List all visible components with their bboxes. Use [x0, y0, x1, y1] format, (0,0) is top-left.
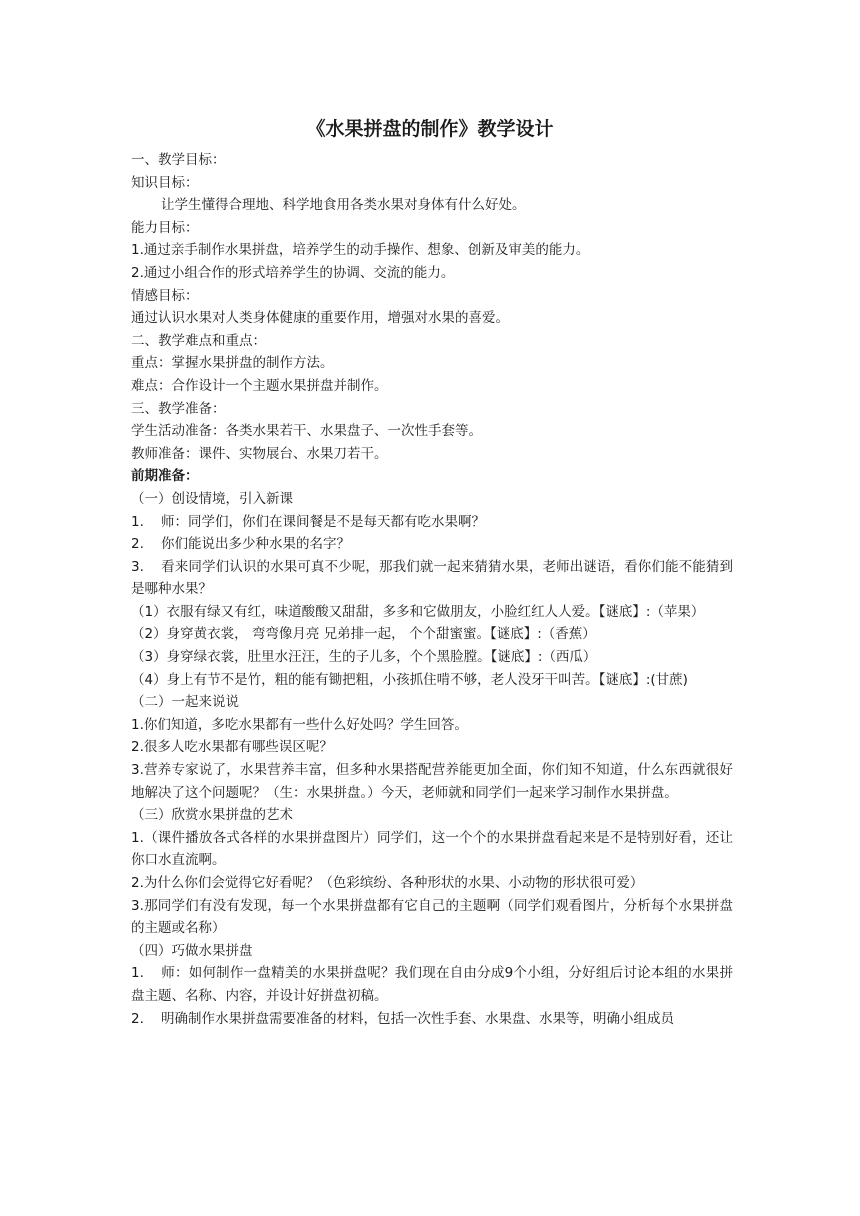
list-text: 看来同学们认识的水果可真不少呢，那我们就一起来猜猜水果，老师出谜语，看你们能不能猜到是哪种水果？ [131, 558, 733, 598]
part-heading-2: （二）一起来说说 [131, 694, 239, 711]
paragraph-discussion-2: 2.很多人吃水果都有哪些误区呢？ [131, 739, 333, 756]
riddle-3: （3）身穿绿衣裳，肚里水汪汪，生的子儿多，个个黑脸膛。【谜底】:（西瓜） [131, 649, 597, 666]
list-item-2 [131, 533, 733, 556]
riddle-2: （2）身穿黄衣裳， 弯弯像月亮 兄弟排一起， 个个甜蜜蜜。【谜底】:（香蕉） [131, 626, 596, 643]
document-body [131, 149, 733, 1030]
paragraph-ability-1: 1.通过亲手制作水果拼盘，培养学生的动手操作、想象、创新及审美的能力。 [131, 242, 590, 259]
section-heading-goals: 一、教学目标： [131, 152, 226, 168]
section-heading-preparation: 三、教学准备： [131, 400, 226, 417]
subheading-ability: 能力目标： [131, 219, 199, 236]
list-number: 1. [131, 513, 144, 530]
riddle-1: （1）衣服有绿又有红，味道酸酸又甜甜，多多和它做朋友，小脸红红人人爱。【谜底】:（苹果） [131, 603, 705, 620]
list-item-1 [131, 511, 733, 534]
list-number: 1. [131, 965, 144, 982]
part-heading-4: （四）巧做水果拼盘 [131, 942, 253, 959]
subheading-knowledge: 知识目标： [131, 174, 199, 191]
part-heading-3: （三）欣赏水果拼盘的艺术 [131, 807, 293, 824]
list-text: 师：如何制作一盘精美的水果拼盘呢？我们现在自由分成9个小组，分好组后讨论本组的水果拼盘主题、名称、内容，并设计好拼盘初稿。 [131, 965, 733, 1004]
paragraph-key-point: 重点：掌握水果拼盘的制作方法。 [131, 355, 334, 372]
list-number: 2. [131, 1010, 144, 1027]
paragraph-ability-2: 2.通过小组合作的形式培养学生的协调、交流的能力。 [131, 264, 455, 281]
paragraph-discussion-1: 1.你们知道，多吃水果都有一些什么好处吗？学生回答。 [131, 716, 468, 733]
list-item-making-2 [131, 1008, 733, 1031]
paragraph-appreciate-1: 1.（课件播放各式各样的水果拼盘图片）同学们，这一个个的水果拼盘看起来是不是特别好看，还让你口水直流啊。 [131, 829, 733, 869]
paragraph-emotion: 通过认识水果对人类身体健康的重要作用，增强对水果的喜爱。 [131, 310, 509, 327]
paragraph-difficulty: 难点：合作设计一个主题水果拼盘并制作。 [131, 377, 388, 394]
paragraph-teacher-prep: 教师准备：课件、实物展台、水果刀若干。 [131, 445, 388, 462]
paragraph-appreciate-2: 2.为什么你们会觉得它好看呢？（色彩缤纷、各种形状的水果、小动物的形状很可爱） [131, 875, 644, 891]
list-text: 明确制作水果拼盘需要准备的材料，包括一次性手套、水果盘、水果等，明确小组成员 [161, 1010, 674, 1027]
list-item-making-1 [131, 962, 733, 1007]
section-heading-key-points: 二、教学难点和重点： [131, 332, 266, 349]
part-heading-1: （一）创设情境，引入新课 [131, 490, 293, 507]
list-number: 3. [131, 558, 144, 575]
list-text: 师：同学们，你们在课间餐是不是每天都有吃水果啊？ [161, 513, 485, 530]
paragraph-appreciate-3: 3.那同学们有没有发现，每一个水果拼盘都有它自己的主题啊（同学们观看图片，分析每个水果拼盘的主题或名称） [131, 897, 733, 937]
list-text: 你们能说出多少种水果的名字？ [161, 536, 350, 553]
subheading-emotion: 情感目标： [131, 287, 199, 304]
riddle-4: （4）身上有节不是竹，粗的能有锄把粗，小孩抓住啃不够，老人没牙干叫苦。【谜底】:(甘蔗) [131, 671, 688, 688]
paragraph-student-prep: 学生活动准备：各类水果若干、水果盘子、一次性手套等。 [131, 423, 482, 440]
document-title: 《水果拼盘的制作》教学设计 [306, 118, 554, 140]
paragraph-knowledge: 让学生懂得合理地、科学地食用各类水果对身体有什么好处。 [161, 197, 526, 214]
paragraph-discussion-3: 3.营养专家说了，水果营养丰富，但多种水果搭配营养能更加全面，你们知不知道，什么东西就很好地解决了这个问题呢？（生：水果拼盘。）今天，老师就和同学们一起来学习制作水果拼盘。 [131, 762, 733, 801]
subheading-pre-preparation: 前期准备： [131, 468, 199, 485]
list-number: 2. [131, 536, 144, 553]
list-item-3 [131, 556, 733, 601]
